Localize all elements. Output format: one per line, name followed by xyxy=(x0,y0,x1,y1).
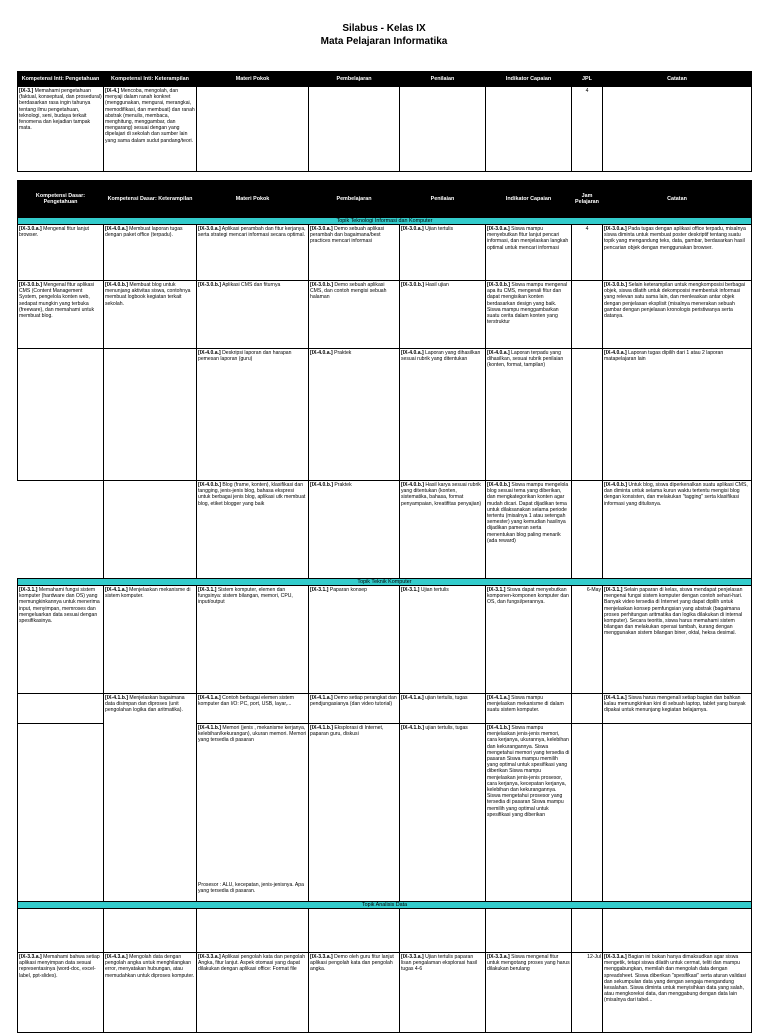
indikator-cell: [IX-4.1.a.] Siswa mampu menjelaskan mekanisme di dalam suatu sistem komputer. xyxy=(486,694,572,724)
jp-cell xyxy=(572,724,603,902)
pembelajaran-cell: [IX-3.0.a.] Demo sebuah aplikasi perambah dan bagaimana/best practices mencari informasi xyxy=(309,225,400,281)
empty-cell xyxy=(400,909,486,953)
kd3-cell: [IX-3.0.b.] Mengenal fitur aplikasi CMS (Content Management System, pengelola konten web, sedapat mungkin yang terbuka (freeware), dan memahami untuk membuat blog. xyxy=(18,281,104,349)
ki4-cell: [IX-4.] Mencoba, mengolah, dan menyaji dalam ranah konkret (menggunakan, mengurai, merangkai, memodifikasi, dan membuat) dan ranah abstrak (menulis, membaca, menghitung, menggambar, dan mengarang) sesuai dengan yang dipelajari di sekolah dan sumber lain yang sama dalam sudut pandang/teori. xyxy=(104,87,197,172)
header-kd-pengetahuan: Kompetensi Dasar: Pengetahuan xyxy=(18,181,104,218)
empty-cell xyxy=(486,87,572,172)
penilaian-cell: [IX-4.1.a.] ujian tertulis, tugas xyxy=(400,694,486,724)
materi-cell: [IX-3.1.] Sistem komputer, elemen dan fungsinya: sistem bilangan, memori, CPU, input/output xyxy=(197,586,309,694)
penilaian-cell: [IX-4.0.b.] Hasil karya sesuai rubrik yang ditentukan (konten, sistematika, bahasa, format penyampaian, kreatifitas penyajian) xyxy=(400,481,486,579)
header-jam-pelajaran: Jam Pelajaran xyxy=(572,181,603,218)
header-indikator-capaian: Indikator Capaian xyxy=(486,181,572,218)
ki-table xyxy=(17,71,752,172)
catatan-cell: [IX-4.0.b.] Untuk blog, siswa diperkenalkan suatu aplikasi CMS, dan diminta untuk selama kurun waktu tertentu mengisi blog dengan konsisten, dan melakukan "tagging" serta klasifikasi informasi yang ditulisnya. xyxy=(603,481,752,579)
catatan-cell: [IX-4.0.a.] Laporan tugas dipilih dari 1 atau 2 laporan matapelajaran lain xyxy=(603,349,752,481)
kd4-cell: [IX-4.0.a.] Membuat laporan tugas dengan paket office (terpadu). xyxy=(104,225,197,281)
ki3-cell: [IX-3.] Memahami pengetahuan (faktual, konseptual, dan prosedural) berdasarkan rasa ingin tahunya tentang ilmu pengetahuan, teknologi, seni, budaya terkait fenomena dan kejadian tampak mata. xyxy=(18,87,104,172)
header-ki-keterampilan: Kompetensi Inti: Keterampilan xyxy=(104,72,197,87)
kd4-cell: [IX-4.0.b.] Membuat blog untuk menunjang aktivitas siswa, contohnya membuat logbook kegiatan terkait sekolah. xyxy=(104,281,197,349)
empty-cell xyxy=(603,87,752,172)
pembelajaran-cell: [IX-4.1.b.] Eksplorasi di Internet, paparan guru, diskusi xyxy=(309,724,400,902)
empty-cell xyxy=(197,87,309,172)
header-ki-pengetahuan: Kompetensi Inti: Pengetahuan xyxy=(18,72,104,87)
empty-cell xyxy=(603,909,752,953)
catatan-cell: [IX-3.0.b.] Selain keterampilan untuk mengkomposisi berbagai objek, siswa dilatih untuk dekomposisi membentuk informasi yang relevan satu sama lain, dan menleaskan antar objek dengan penjelasan eksplisit (misalnya menerakan sebuah gambar dengan penjelasan kronologis peristiwanya serta datanya. xyxy=(603,281,752,349)
catatan-cell xyxy=(603,724,752,902)
topic-tk: Topik Teknik Komputer xyxy=(18,579,752,586)
topic-ad: Topik Analisis Data xyxy=(18,902,752,909)
materi-cell: [IX-3.0.b.] Aplikasi CMS dan fiturnya xyxy=(197,281,309,349)
indikator-cell: [IX-4.1.b.] Siswa mampu menjelaskan jenis-jenis memori, cara kerjanya, ukurannya, kelebihan dan kekurangannya. Siswa mengetahui memori yang tersedia di pasaran Siswa mampu memilih yang optimal untuk spesifikasi yang diberikan Siswa mampu menjelaskan jenis-jenis prosesor, cara kerjanya, kecepatan kerjanya, kelebihan dan kekurangannya. Siswa mengetahui prosesor yang tersedia di pasaran Siswa mampu memilih yang optimal untuk spesifikasi yang diberikan xyxy=(486,724,572,902)
empty-cell xyxy=(400,87,486,172)
jp-cell xyxy=(572,349,603,481)
ki-jpl: 4 xyxy=(572,87,603,172)
materi-cell: [IX-3.0.a.] Aplikasi perambah dan fitur kerjanya, serta strategi mencari informasi secara optimal. xyxy=(197,225,309,281)
header-catatan: Catatan xyxy=(603,72,752,87)
jp-cell xyxy=(572,694,603,724)
header-catatan: Catatan xyxy=(603,181,752,218)
pembelajaran-cell: [IX-3.0.b.] Demo sebuah aplikasi CMS, dan contoh mengisi sebuah halaman xyxy=(309,281,400,349)
indikator-cell: [IX-4.0.a.] Laporan terpadu yang dihasilkan, sesuai rubrik penilaian (konten, format, tampilan) xyxy=(486,349,572,481)
header-pembelajaran: Pembelajaran xyxy=(309,72,400,87)
materi-cell: [IX-4.1.b.] Memori (jenis , mekanisme kerjanya, kelebihan/kekurangan), ukuran memori. Memori yang tersedia di pasaran Prosesor : ALU, kecepatan, jenis-jenisnya. Apa yang tersedia di pasaran. xyxy=(197,724,309,902)
jp-cell: 6-May xyxy=(572,586,603,694)
empty-cell xyxy=(18,694,104,724)
materi-cell: [IX-3.3.a.] Aplikasi pengolah kata dan pengolah Angka, fitur lanjut. Aspek otomasi yang dapat dilakukan dengan aplikasi office: Format file xyxy=(197,953,309,1033)
materi-cell: [IX-4.0.a.] Deskripsi laporan dan harapan pemesan laporan (guru) xyxy=(197,349,309,481)
empty-cell xyxy=(104,909,197,953)
empty-cell xyxy=(104,349,197,481)
pembelajaran-cell: [IX-4.1.a.] Demo setiap perangkat dan pendjungasianya (dan video tutorial) xyxy=(309,694,400,724)
penilaian-cell: [IX-4.0.a.] Laporan yang dihasilkan sesuai rubrik yang ditentukan xyxy=(400,349,486,481)
pembelajaran-cell: [IX-4.0.a.] Praktek xyxy=(309,349,400,481)
header-penilaian: Penilaian xyxy=(400,72,486,87)
materi-cell: [IX-4.0.b.] Blog (frame, konten), klasifikasi dan tangging, jenis-jenis blog, bahasa ekspresi untuk berbagai jenis blog, aplikasi utk membuat blog, etiket blogger yang baik xyxy=(197,481,309,579)
header-jpl: JPL xyxy=(572,72,603,87)
empty-cell xyxy=(309,87,400,172)
empty-cell xyxy=(197,909,309,953)
empty-cell xyxy=(18,349,104,481)
pembelajaran-cell: [IX-3.3.a.] Demo oleh guru fitur lanjut aplikasi pengolah kata dan pengolah angka. xyxy=(309,953,400,1033)
jp-cell: 4 xyxy=(572,225,603,281)
penilaian-cell: [IX-3.1.] Ujian tertulis xyxy=(400,586,486,694)
penilaian-cell: [IX-4.1.b.] ujian tertulis, tugas xyxy=(400,724,486,902)
jp-cell: 12-Jul xyxy=(572,953,603,1033)
indikator-cell: [IX-3.3.a.] Siswa mengenal fitur untuk mengotang proses yang harus dilakukan berulang xyxy=(486,953,572,1033)
catatan-cell: [IX-4.1.a.] Siswa harus mengenali setiap bagian dan bahkan kalau memungkinkan kini di sebuah laptop, tablet yang banyak dipakai untuk menunjang kegiatan belajarnya. xyxy=(603,694,752,724)
page-title: Silabus - Kelas IX xyxy=(342,23,426,34)
pembelajaran-cell: [IX-4.0.b.] Praktek xyxy=(309,481,400,579)
kd3-cell: [IX-3.0.a.] Mengenal fitur lanjut browser. xyxy=(18,225,104,281)
empty-cell xyxy=(309,909,400,953)
indikator-cell: [IX-3.0.b.] Siswa mampu mengenal apa itu CMS, mengenali fitur dan dapat mengisikan konten berdasarkan design yang baik. Siswa mampu menggambarkan suatu cerita dalam konten yang terstruktur xyxy=(486,281,572,349)
jp-cell xyxy=(572,481,603,579)
empty-cell xyxy=(18,481,104,579)
kd4-cell: [IX-4.1.b.] Menjelaskan bagaimana data disimpan dan diproses (unit pengolahan logika dan aritmatika). xyxy=(104,694,197,902)
header-pembelajaran: Pembelajaran xyxy=(309,181,400,218)
empty-cell xyxy=(572,909,603,953)
header-materi-pokok: Materi Pokok xyxy=(197,181,309,218)
empty-cell xyxy=(18,724,104,902)
pembelajaran-cell: [IX-3.1.] Paparan konsep xyxy=(309,586,400,694)
jp-cell xyxy=(572,281,603,349)
kd3-cell: [IX-3.1.] Memahami fungsi sistem komputer (hardware dan OS) yang memungkinkannya untuk menerima input, menyimpan, memroses dan mengeluarkan data sesuai dengan spesifikasinya. xyxy=(18,586,104,694)
kd4-cell: [IX-4.1.a.] Menjelaskan mekanisme di sistem komputer. xyxy=(104,586,197,694)
topic-tik: Topik Teknologi Informasi dan Komputer xyxy=(18,218,752,225)
indikator-cell: [IX-3.0.a.] Siswa mampu menyebutkan fitur lanjut pencari informasi, dan menjelaskan langkah optimal untuk mencari informasi xyxy=(486,225,572,281)
penilaian-cell: [IX-3.0.b.] Hasil ujian xyxy=(400,281,486,349)
header-kd-keterampilan: Kompetensi Dasar: Keterampilan xyxy=(104,181,197,218)
catatan-cell: [IX-3.3.a.] Bagian ini bukan hanya dimaksudkan agar siswa mengetik, tetapi siswa dilatih untuk cermat, teliti dan mampu menggabungkan, memilah dan mengolah data dengan spreadsheet. Siswa diberikan "spesifikasi" serta aturan validasi dan sekumpulan data yang dengan sengaja mengandung kesalahan. Siswa diminta untuk menyisihkan data yang salah, atau mengkoreksi data, dan menggabung dengan data lain (misalnya dari tabel... xyxy=(603,953,752,1033)
catatan-cell: [IX-3.0.a.] Pada tugas dengan aplikasi office terpadu, misalnya siswa diminta untuk membuat poster deskriptif tentang suatu topik yang mengandung teks, data, gambar, berdasarkan hasil pencarian objek dengan menggunakan browser. xyxy=(603,225,752,281)
empty-cell xyxy=(486,909,572,953)
materi-prosesor: Prosesor : ALU, kecepatan, jenis-jenisnya. Apa yang tersedia di pasaran. xyxy=(198,882,304,895)
kd3-cell: [IX-3.3.a.] Memahami bahwa setiap aplikasi menyimpan data sesuai representasinya (word-doc, excel-label, ppt-slides). xyxy=(18,953,104,1033)
page-subtitle: Mata Pelajaran Informatika xyxy=(320,36,448,47)
kd-table xyxy=(17,180,752,1033)
header-indikator-capaian: Indikator Capaian xyxy=(486,72,572,87)
penilaian-cell: [IX-3.3.a.] Ujian tertulis paparan lisan pengalaman eksplorasi hasil tugas 4-6 xyxy=(400,953,486,1033)
header-materi-pokok: Materi Pokok xyxy=(197,72,309,87)
empty-cell xyxy=(18,909,104,953)
header-penilaian: Penilaian xyxy=(400,181,486,218)
materi-cell: [IX-4.1.a.] Contoh berbagai elemen sistem komputer dan I/O: PC, port, USB, layar,... xyxy=(197,694,309,724)
catatan-cell: [IX-3.1.] Selain paparan di kelas, siswa mendapat penjelasan mengenai fungsi sistem komputer dengan contoh sehari-hari. Banyak video tersedia di Internet yang dapat dipilih untuk menjelaskan konsep pemfungsian yang abstrak (bagaimana proses perhitungan aritmatika dan logika dilakukan di internal komputer). Secara teoritis, siswa harus memahami sistem bilangan dan melakukan operasi tambah, kurang dengan menggunakan sistem bilangan biner, oktal, heksa desimal. xyxy=(603,586,752,694)
empty-cell xyxy=(104,481,197,579)
penilaian-cell: [IX-3.0.a.] Ujian tertulis xyxy=(400,225,486,281)
indikator-cell: [IX-3.1.] Siswa dapat menyebutkan komponen-komponen komputer dan OS, dan fungsi/perannya. xyxy=(486,586,572,694)
indikator-cell: [IX-4.0.b.] Siswa mampu mengelola blog sesuai tema yang diberikan, dan mengkategorikan konten agar mudah dicari. Dapat dijadikan tema untuk dilaksanakan selama periode tertentu (misalnya 1 atau setengah semester) yang kemudian hasilnya dijadikan pameran serta menentukan blog paling menarik (ada reward) xyxy=(486,481,572,579)
kd4-cell: [IX-4.3.a.] Mengolah data dengan pengolah angka untuk menghilangkan error, menyatakan hubungan, atau memudahkan untuk diproses komputer. xyxy=(104,953,197,1033)
